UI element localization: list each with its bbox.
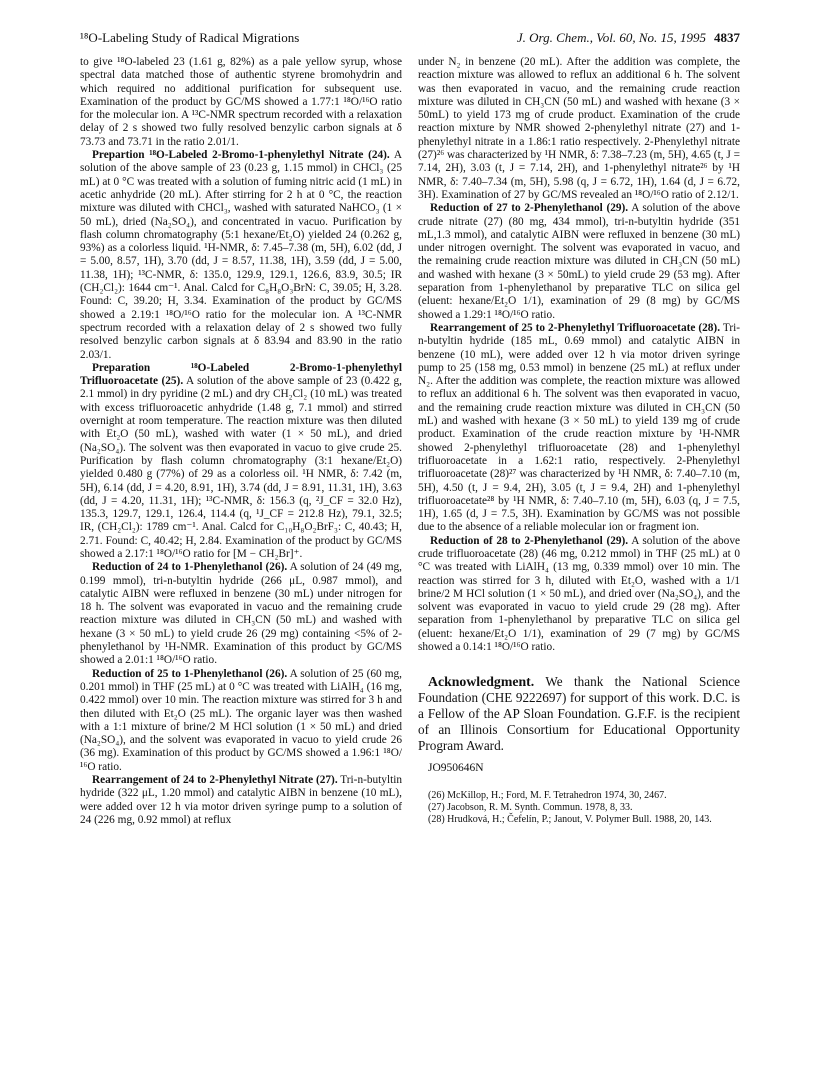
page-number: 4837 [714, 30, 740, 45]
paragraph [80, 56, 402, 149]
paragraph-text: A solution of the above crude nitrate (27) (80 mg, 434 mmol), tri-n-butyltin hydride (351 mL,1.3 mmol), and catalytic AIBN were refluxed in benzene (30 mL) under nitrogen overnight. The solvent was evaporated in vacuo, and the remaining crude reaction mixture was diluted in CH₃CN (50 mL) and washed with hexane (3 × 50mL) to yield crude 29 (53 mg). After separation from 1-phenylethanol by preparative TLC on silica gel (eluent: hexane/Et₂O 1/1), examination of 29 (8 mg) by GC/MS showed a 1.29:1 ¹⁸O/¹⁶O ratio. [418, 202, 740, 321]
running-title: ¹⁸O-Labeling Study of Radical Migrations [80, 30, 300, 45]
paragraph-text: A solution of 25 (60 mg, 0.201 mmol) in THF (25 mL) at 0 °C was treated with LiAlH₄ (16 mg, 0.422 mmol) over 10 min. The reaction mixture was stirred for 3 h and then diluted with Et₂O (25 mL). The organic layer was then washed with a 1:1 mixture of brine/2 M HCl solution (1 × 50 mL) and dried (Na₂SO₄), and the solvent was evaporated in vacuo to yield crude 26 (36 mg). Examination of this product by GC/MS showed a 1.96:1 ¹⁸O/¹⁶O ratio. [80, 667, 402, 773]
references [418, 790, 740, 826]
paragraph-heading: Rearrangement of 24 to 2-Phenylethyl Nitrate (27). [92, 774, 338, 787]
paragraph-text: to give ¹⁸O-labeled 23 (1.61 g, 82%) as a pale yellow syrup, whose spectral data matched those of authentic styrene bromohydrin and which required no additional purification for subsequent use. Examination of the product by GC/MS showed a 1.77:1 ¹⁸O/¹⁶O ratio for the molecular ion. A ¹³C-NMR spectrum recorded with a relaxation delay of 2 s showed two fully resolved benzylic carbon signals at δ 73.73 and 73.71 in the ratio 2.01/1. [80, 56, 402, 148]
paragraph [80, 561, 402, 667]
paragraph [418, 56, 740, 202]
left-column [80, 56, 402, 827]
journal-name: J. Org. Chem., Vol. 60, No. 15, 1995 [516, 30, 706, 45]
paragraph [418, 202, 740, 322]
right-column [418, 56, 740, 826]
paragraph-heading: Reduction of 24 to 1-Phenylethanol (26). [92, 561, 288, 574]
paragraph-heading: Prepartion ¹⁸O-Labeled 2-Bromo-1-phenylethyl Nitrate (24). [92, 149, 390, 162]
paragraph-heading: Preparation ¹⁸O-Labeled 2-Bromo-1-phenylethyl Trifluoroacetate (25). [80, 361, 402, 388]
paragraph [80, 774, 402, 827]
paragraph [80, 362, 402, 561]
running-header [80, 30, 740, 50]
reference-item: (26) McKillop, H.; Ford, M. F. Tetrahedron 1974, 30, 2467. [428, 789, 667, 801]
paragraph-text: Tri-n-butyltin hydride (322 μL, 1.20 mmol) and catalytic AIBN in benzene (10 mL), were added over 12 h via motor driven syringe pump to a solution of 24 (226 mg, 0.92 mmol) at reflux [80, 774, 403, 826]
paragraph [418, 322, 740, 535]
paragraph-text: A solution of 24 (49 mg, 0.199 mmol), tri-n-butyltin hydride (266 μL, 0.987 mmol), and catalytic AIBN were refluxed in benzene (30 mL) under nitrogen for 18 h. The solvent was evaporated in vacuo and the remaining crude reaction mixture was diluted in CH₃CN (50 mL) and washed with hexane (3 × 50 mL) to yield crude 26 (29 mg) containing <5% of 2-phenylethanol by ¹H-NMR. Examination of this product by GC/MS showed a 2.01:1 ¹⁸O/¹⁶O ratio. [80, 561, 402, 667]
paragraph-heading: Reduction of 28 to 2-Phenylethanol (29). [430, 534, 629, 547]
acknowledgment-text: We thank the National Science Foundation (CHE 9222697) for support of this work. D.C. is a Fellow of the AP Sloan Foundation. G.F.F. is the recipient of an Illinois Consortium for Educational Opportunity Program Award. [418, 674, 740, 754]
paragraph-text: under N₂ in benzene (20 mL). After the addition was complete, the reaction mixture was allowed to reflux an additional 6 h. The solvent was then evaporated in vacuo, and the remaining crude reaction mixture was diluted in CH₃CN (50 mL) and washed with hexane (3 × 50mL) to yield 173 mg of crude product. Examination of the crude reaction mixture by NMR showed 2-phenylethyl nitrate (27) and 1-phenylethyl nitrate in a 1.86:1 ratio respectively. 2-Phenylethyl nitrate (27)²⁶ was characterized by ¹H NMR, δ: 7.38–7.23 (m, 5H), 4.65 (t, J = 7.14, 2H), 3.03 (t, J = 7.14, 2H), and 1-phenylethyl nitrate²⁶ by ¹H NMR, δ: 7.40–7.34 (m, 5H), 5.98 (q, J = 6.72, 1H), 1.64 (d, J = 6.72, 3H). Examination of 27 by GC/MS revealed an ¹⁸O/¹⁶O ratio of 2.12/1. [418, 56, 740, 201]
manuscript-id: JO950646N [428, 762, 484, 775]
paragraph-heading: Reduction of 25 to 1-Phenylethanol (26). [92, 667, 288, 680]
paragraph-text: A solution of the above crude trifluoroacetate (28) (46 mg, 0.212 mmol) in THF (25 mL) at 0 °C was treated with LiAlH₄ (13 mg, 0.339 mmol) over 10 min. The reaction was stirred for 3 h, diluted with Et₂O, washed with a 1/1 brine/2 M HCl solution (1 × 50 mL), and dried over (Na₂SO₄), and the solvent was evaporated in vacuo to yield crude 29 (28 mg). After separation from 1-phenylethanol by preparative TLC on silica gel (eluent: hexane/Et₂O 1/1), examination of 29 (7 mg) by GC/MS showed a 0.14:1 ¹⁸O/¹⁶O ratio. [418, 534, 740, 654]
paragraph-text: Tri-n-butyltin hydride (185 mL, 0.69 mmol) and catalytic AIBN in benzene (10 mL), were added over 12 h via motor driven syringe pump to 25 (158 mg, 0.53 mmol) in benzene (25 mL) at reflux under N₂. After the addition was complete, the reaction mixture was allowed to reflux an additional 6 h. The solvent was then evaporated in vacuo, and the remaining crude reaction mixture was diluted in CH₃CN (50 mL) and washed with hexane (3 × 50 mL) to yield 139 mg of crude product. Examination of the crude reaction mixture by ¹H-NMR showed 2-phenylethyl trifluoroacetate (28) and 1-phenylethyl trifluoroacetate in a 1.62:1 ratio, respectively. 2-Phenylethyl trifluoroacetate (28)²⁷ was characterized by ¹H NMR, δ: 7.40–7.10 (m, 5H), 4.50 (t, J = 9.4, 2H), 3.05 (t, J = 9.4, 2H) and 1-phenylethyl trifluoroacetate²⁸ by ¹H NMR, δ: 7.40–7.10 (m, 5H), 6.03 (q, J = 7.5, 1H), 1.65 (d, J = 7.5, 3H). Examination by GC/MS was not possible due to the absence of a reliable molecular ion or fragment ion. [418, 321, 740, 534]
paragraph-text: A solution of the above sample of 23 (0.23 g, 1.15 mmol) in CHCl₃ (25 mL) at 0 °C was treated with a solution of fuming nitric acid (1 mL) in acetic anhydride (20 mL). After stirring for 2 h at 0 °C, the reaction mixture was diluted with CHCl₃, washed with saturated NaHCO₃ (1 × 50 mL), dried (Na₂SO₄), and concentrated in vacuo. Purification by flash column chromatography (5:1 hexane/Et₂O) yielded 24 (0.262 g, 93%) as a colorless liquid. ¹H-NMR, δ: 7.45–7.38 (m, 5H), 6.02 (dd, J = 5.00, 8.57, 1H), 3.70 (dd, J = 8.57, 11.38, 1H), 3.59 (dd, J = 5.00, 11.38, 1H); ¹³C-NMR, δ: 135.0, 129.9, 129.1, 126.6, 83.9, 30.5; IR (CH₂Cl₂): 1644 cm⁻¹. Anal. Calcd for C₈H₈O₃BrN: C, 39.05; H, 3.28. Found: C, 39.20; H, 3.34. Examination of the product by GC/MS showed a 2.19:1 ¹⁸O/¹⁶O ratio for the molecular ion. A ¹³C-NMR spectrum recorded with a relaxation delay of 2 s showed two fully resolved benzylic carbon signals at δ 83.94 and 83.90 in the ratio 2.03/1. [80, 149, 403, 361]
journal-citation [517, 30, 740, 46]
paragraph [418, 535, 740, 655]
acknowledgment [418, 674, 740, 754]
paragraph-heading: Reduction of 27 to 2-Phenylethanol (29). [430, 202, 629, 215]
reference-item: (28) Hrudková, H.; Čefelín, P.; Janout, V. Polymer Bull. 1988, 20, 143. [428, 813, 712, 825]
paragraph-heading: Rearrangement of 25 to 2-Phenylethyl Trifluoroacetate (28). [430, 321, 721, 334]
acknowledgment-heading: Acknowledgment. [428, 674, 535, 690]
paragraph [80, 149, 402, 362]
reference-item: (27) Jacobson, R. M. Synth. Commun. 1978, 8, 33. [428, 801, 633, 813]
paragraph-text: A solution of the above sample of 23 (0.422 g, 2.1 mmol) in dry pyridine (2 mL) and dry CH₂Cl₂ (10 mL) was treated with excess trifluoroacetic anhydride (1.48 g, 7.1 mmol) and stirred overnight at room temperature. The reaction mixture was then diluted with Et₂O (50 mL), washed with water (1 × 50 mL), and dried (Na₂SO₄). The solvent was then evaporated in vacuo to give crude 25. Purification by flash column chromatography (3:1 hexane/Et₂O) yielded 0.480 g (77%) of 29 as a colorless oil. ¹H NMR, δ: 7.42 (m, 5H), 6.14 (dd, J = 4.20, 8.91, 1H), 3.74 (dd, J = 8.91, 11.31, 1H), 3.63 (dd, J = 4.20, 11.31, 1H); ¹³C-NMR, δ: 156.3 (q, ²J_CF = 32.0 Hz), 135.3, 129.7, 129.1, 126.4, 114.4 (q, ¹J_CF = 212.8 Hz), 79.1, 32.5; IR, (CH₂Cl₂): 1789 cm⁻¹. Anal. Calcd for C₁₀H₈O₂BrF₃: C, 40.43; H, 2.71. Found: C, 40.42; H, 2.84. Examination of the product by GC/MS showed a 2.17:1 ¹⁸O/¹⁶O ratio for [M − CH₂Br]⁺. [80, 375, 402, 560]
paragraph [80, 668, 402, 774]
